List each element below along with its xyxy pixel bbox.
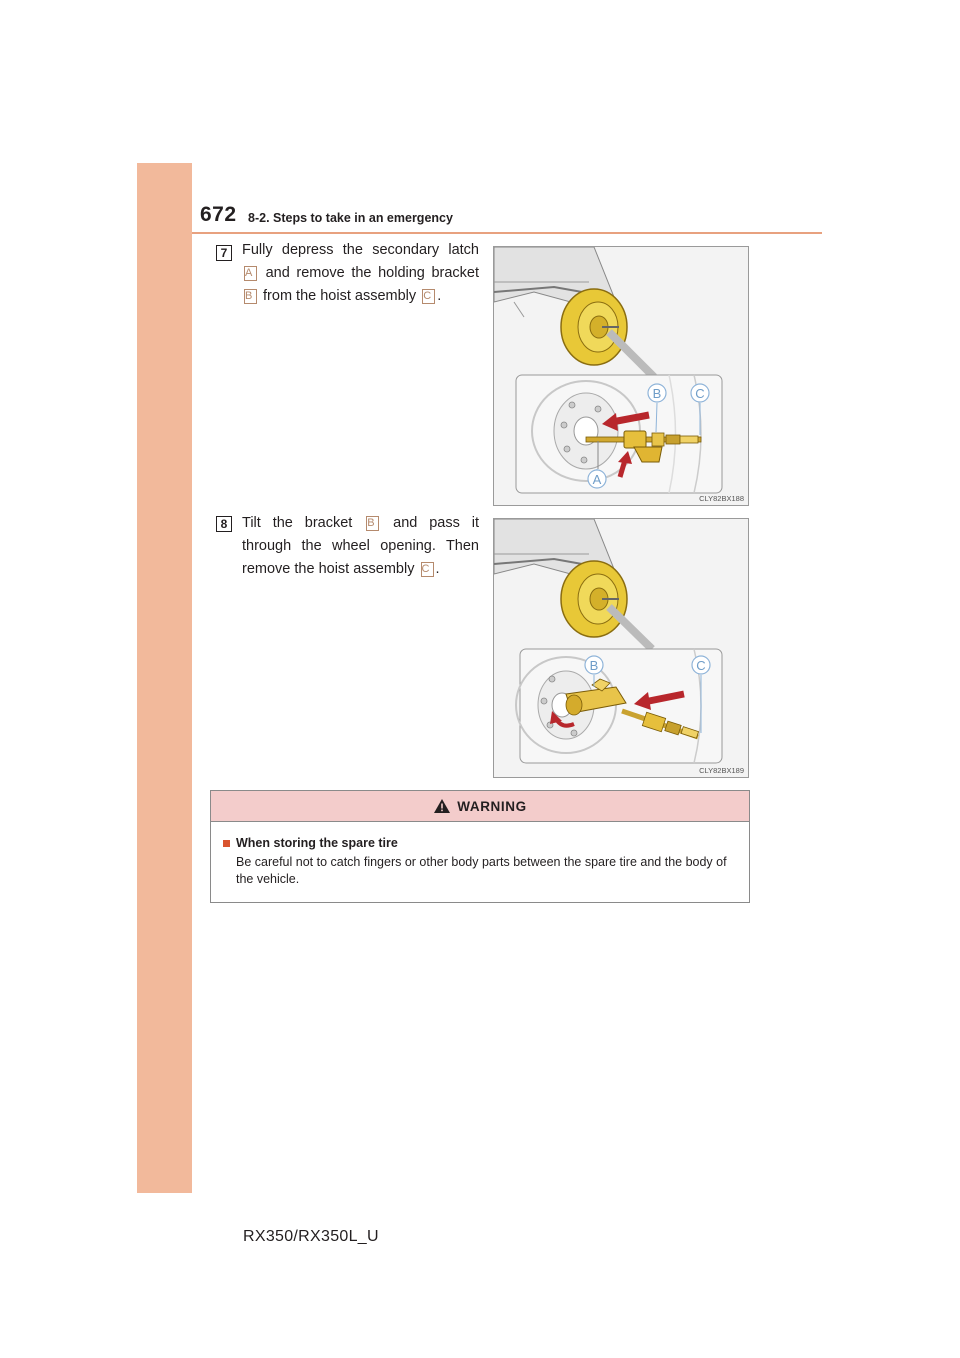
- figure-callout-b: B: [652, 386, 662, 401]
- warning-subheading-text: When storing the spare tire: [236, 836, 398, 850]
- step-7-text-part: Fully depress the secondary latch: [242, 242, 479, 258]
- step-number-8: 8: [216, 516, 232, 532]
- warning-subheading: [223, 836, 737, 850]
- step-8-text: [242, 512, 479, 581]
- figure-code: CLY82BX189: [699, 766, 744, 775]
- figure-callout-a: A: [592, 472, 602, 487]
- figure-callout-c: C: [696, 658, 706, 673]
- step-8-text-part: .: [435, 561, 440, 577]
- section-title: 8-2. Steps to take in an emergency: [248, 211, 453, 225]
- warning-triangle-icon: [433, 798, 451, 814]
- warning-header: [211, 791, 749, 822]
- side-tab-band: [137, 163, 192, 1193]
- step-7-text-part: and remove the holding bracket: [265, 265, 479, 281]
- figure-step-7-illustration: [494, 247, 749, 506]
- step-8-text-part: and pass it through the wheel opening. Then remove the hoist assembly: [242, 515, 479, 577]
- footer-model: RX350/RX350L_U: [243, 1228, 379, 1245]
- square-bullet-icon: [223, 840, 230, 847]
- figure-step-8: [493, 518, 749, 778]
- warning-text: Be careful not to catch fingers or other body parts between the spare tire and the body of the vehicle.: [236, 855, 727, 886]
- callout-tag-c: C: [422, 289, 435, 304]
- warning-body: [211, 822, 749, 888]
- header-rule: [192, 232, 822, 234]
- warning-title: WARNING: [457, 798, 527, 814]
- page-number: 672: [200, 203, 237, 226]
- callout-tag-b: B: [366, 516, 379, 531]
- figure-callout-b: B: [589, 658, 599, 673]
- figure-code: CLY82BX188: [699, 494, 744, 503]
- callout-tag-a: A: [244, 266, 257, 281]
- callout-tag-c: C: [421, 562, 434, 577]
- step-7-text-part: .: [437, 288, 442, 304]
- figure-step-7: [493, 246, 749, 506]
- step-7-text: [242, 239, 479, 308]
- callout-tag-b: B: [244, 289, 257, 304]
- step-7-text-part: from the hoist assembly: [263, 288, 417, 304]
- figure-step-8-illustration: [494, 519, 749, 778]
- warning-box: [210, 790, 750, 903]
- step-number-7: 7: [216, 245, 232, 261]
- step-8-text-part: Tilt the bracket: [242, 515, 353, 531]
- figure-callout-c: C: [695, 386, 705, 401]
